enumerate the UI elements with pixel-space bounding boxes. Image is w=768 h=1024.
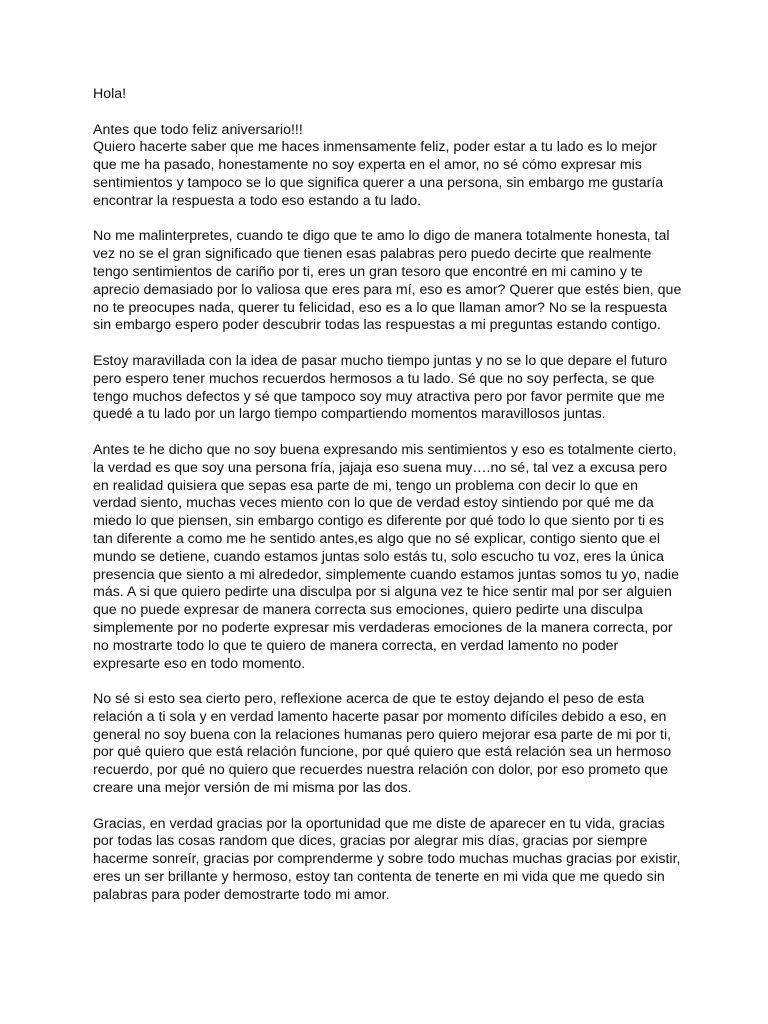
paragraph-gratitude: Gracias, en verdad gracias por la oportunidad que me diste de aparecer en tu vida, gracias por todas las cosas random que dices, gracias por alegrar mis días, gracias por siempre hacerme sonreír, gracias por comprenderme y sobre todo muchas muchas gracias por existir, eres un ser brillante y hermoso, estoy tan contenta de tenerte en mi vida que me quedo sin palabras para poder demostrarte todo mi amor. bbox=[93, 815, 681, 903]
paragraph-future: Estoy maravillada con la idea de pasar mucho tiempo juntas y no se lo que depare el futuro pero espero tener muchos recuerdos hermosos a tu lado. Sé que no soy perfecta, se que tengo muchos defectos y sé que tampoco soy muy atractiva pero por favor permite que me quedé a tu lado por un largo tiempo compartiendo momentos maravillosos juntas. bbox=[93, 352, 668, 423]
paragraph-reflection: No sé si esto sea cierto pero, reflexione acerca de que te estoy dejando el peso de esta relación a ti sola y en verdad lamento hacerte pasar por momento difíciles debido a eso, en general no soy buena con la relaciones humanas pero quiero mejorar esa parte de mi por ti, por qué quiero que está relación funcione, por qué quiero que está relación sea un hermoso recuerdo, por qué no quiero que recuerdes nuestra relación con dolor, por eso prometo que creare una mejor versión de mi misma por las dos. bbox=[93, 691, 672, 797]
paragraph-feelings: Antes te he dicho que no soy buena expresando mis sentimientos y eso es totalmente cierto, la verdad es que soy una persona fría, jajaja eso suena muy….no sé, tal vez a excusa pero en realidad quisiera que sepas esa parte de mi, tengo un problema con decir lo que en verdad siento, muchas veces miento con lo que de verdad estoy sintiendo por qué me da miedo lo que piensen, sin embargo contigo es diferente por qué todo lo que siento por ti es tan diferente a como me he sentido antes,es algo que no sé explicar, contigo siento que el mundo se detiene, cuando estamos juntas solo estás tu, solo escucho tu voz, eres la única presencia que siento a mi alrededor, simplemente cuando estamos juntas somos tu yo, nadie más. A si que quiero pedirte una disculpa por si alguna vez te hice sentir mal por ser alguien que no puede expresar de manera correcta sus emociones, quiero pedirte una disculpa simplemente por no poderte expresar mis verdaderas emociones de la manera correcta, por no mostrarte todo lo que te quiero de manera correcta, en verdad lamento no poder expresarte eso en todo momento. bbox=[93, 441, 679, 672]
paragraph-love-meaning: No me malinterpretes, cuando te digo que te amo lo digo de manera totalmente honesta, tal vez no se el gran significado que tienen esas palabras pero puedo decirte que realmente tengo sentimientos de cariño por ti, eres un gran tesoro que encontré en mi camino y te aprecio demasiado por lo valiosa que eres para mí, eso es amor? Querer que estés bien, que no te preocupes nada, querer tu felicidad, eso es a lo que llaman amor? No se la respuesta sin embargo espero poder descubrir todas las respuestas a mi preguntas estando contigo. bbox=[93, 228, 682, 334]
greeting: Hola! bbox=[93, 86, 127, 102]
letter-document bbox=[93, 86, 683, 922]
paragraph-anniversary: Antes que todo feliz aniversario!!! Quiero hacerte saber que me haces inmensamente feliz, poder estar a tu lado es lo mejor que me ha pasado, honestamente no soy experta en el amor, no sé cómo expresar mis sentimientos y tampoco se lo que significa querer a una persona, sin embargo me gustaría encontrar la respuesta a todo eso estando a tu lado. bbox=[93, 121, 664, 209]
